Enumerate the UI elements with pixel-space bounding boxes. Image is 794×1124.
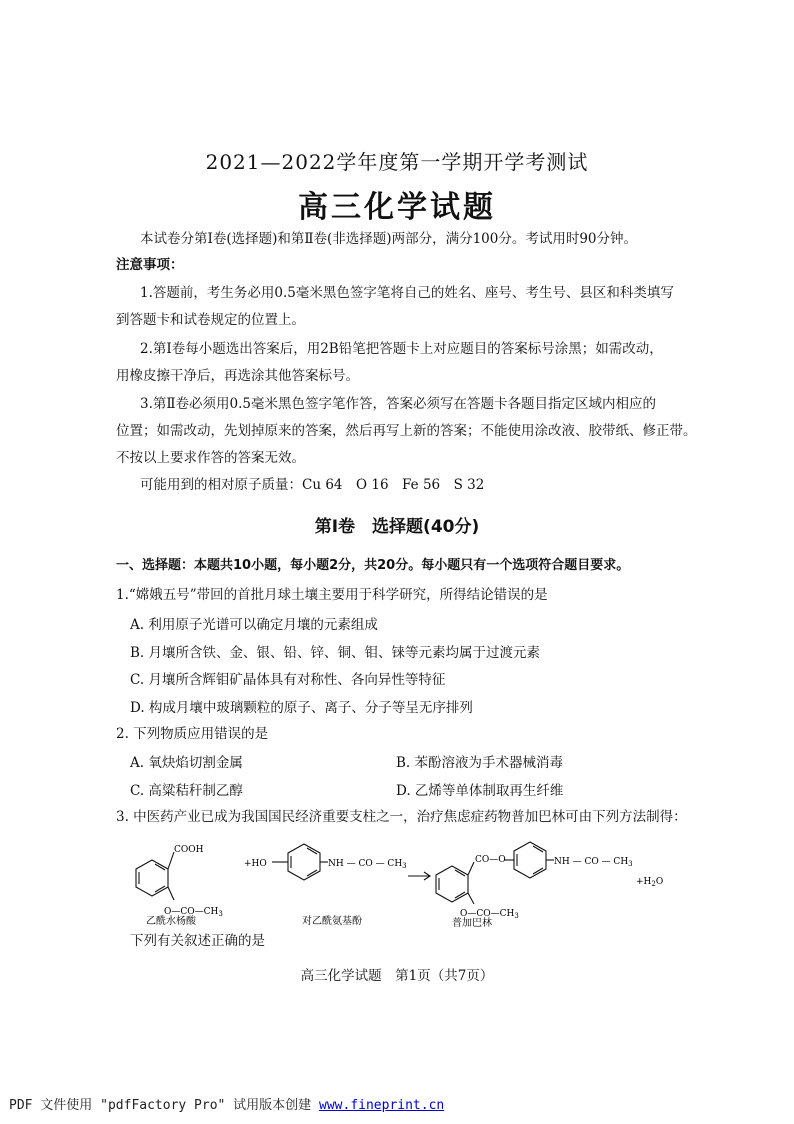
note-3-line-3: 不按以上要求作答的答案无效。 — [116, 450, 305, 466]
reactant-2-amide: NH — CO — $CH_3$ — [328, 859, 407, 870]
question-2-option-c: C. 高粱秸秆制乙醇 — [130, 783, 243, 799]
question-3-follow: 下列有关叙述正确的是 — [130, 933, 265, 949]
question-3-stem: 3. 中医药产业已成为我国国民经济重要支柱之一，治疗焦虑症药物普加巴林可由下列方法制得： — [116, 809, 687, 825]
note-3-line-2: 位置；如需改动，先划掉原来的答案，然后再写上新的答案；不能使用涂改液、胶带纸、修正带。 — [116, 423, 697, 439]
note-1-line-1: 1.答题前，考生务必用0.5毫米黑色签字笔将自己的姓名、座号、考生号、县区和科类填写 — [140, 285, 674, 301]
section-instruction: 一、选择题：本题共10小题，每小题2分，共20分。每小题只有一个选项符合题目要求。 — [116, 558, 630, 573]
question-2-option-b: B. 苯酚溶液为手术器械消毒 — [396, 755, 564, 771]
atomic-masses: 可能用到的相对原子质量：Cu 64 O 16 Fe 56 S 32 — [140, 477, 485, 493]
exam-title: 2021—2022学年度第一学期开学考测试 — [205, 150, 589, 174]
intro-text: 本试卷分第Ⅰ卷(选择题)和第Ⅱ卷(非选择题)两部分，满分100分。考试用时90分钟。 — [140, 231, 638, 247]
reactant-2-benzene-ring — [288, 844, 320, 880]
note-2-line-1: 2.第Ⅰ卷每小题选出答案后，用2B铅笔把答题卡上对应题目的答案标号涂黑；如需改动， — [140, 341, 663, 357]
question-1-option-c: C. 月壤所含辉钼矿晶体具有对称性、各向异性等特征 — [130, 672, 446, 688]
question-1-stem: 1.“嫦娥五号”带回的首批月球土壤主要用于科学研究，所得结论错误的是 — [116, 587, 548, 603]
page-footer: 高三化学试题 第1页（共7页） — [300, 968, 494, 984]
reactant-1-label: 乙酰水杨酸 — [146, 916, 196, 927]
cooh-group: COOH — [174, 845, 204, 855]
product-amide: NH — CO — $CH_3$ — [554, 857, 633, 868]
reactant-1-ester: $O—CO—CH_3$ — [164, 907, 223, 918]
pdf-watermark — [9, 1094, 444, 1113]
notes-heading: 注意事项： — [116, 257, 184, 273]
note-2-line-2: 用橡皮擦干净后，再选涂其他答案标号。 — [116, 368, 359, 384]
fineprint-link[interactable]: www.fineprint.cn — [319, 1098, 445, 1113]
product-benzene-ring-2 — [514, 842, 546, 878]
product-ester-link: CO—O — [475, 855, 506, 865]
product-benzene-ring-1 — [436, 866, 468, 902]
pdf-watermark-text: PDF 文件使用 "pdfFactory Pro" 试用版本创建 — [9, 1098, 320, 1113]
question-1-option-d: D. 构成月壤中玻璃颗粒的原子、离子、分子等呈无序排列 — [130, 700, 473, 716]
product-label: 普加巴林 — [452, 918, 492, 929]
plus-water: $+H_2O$ — [636, 877, 664, 888]
question-1-option-a: A. 利用原子光谱可以确定月壤的元素组成 — [130, 617, 378, 633]
note-3-line-1: 3.第Ⅱ卷必须用0.5毫米黑色签字笔作答，答案必须写在答题卡各题目指定区域内相应的 — [140, 396, 657, 412]
question-2-stem: 2. 下列物质应用错误的是 — [116, 726, 269, 742]
note-1-line-2: 到答题卡和试卷规定的位置上。 — [116, 312, 305, 328]
question-2-option-a: A. 氧炔焰切割金属 — [130, 755, 243, 771]
subject-title: 高三化学试题 — [298, 190, 496, 225]
plus-ho: +HO — [244, 859, 267, 869]
question-1-option-b: B. 月壤所含铁、金、银、铅、锌、铜、钼、铼等元素均属于过渡元素 — [130, 645, 541, 661]
reactant-2-label: 对乙酰氨基酚 — [302, 916, 362, 927]
reaction-scheme — [122, 838, 682, 938]
reactant-1-benzene-ring — [136, 860, 168, 896]
product-ester: $O—CO—CH_3$ — [460, 909, 519, 920]
question-2-option-d: D. 乙烯等单体制取再生纤维 — [396, 783, 564, 799]
section-title: 第Ⅰ卷 选择题(40分) — [314, 517, 480, 537]
